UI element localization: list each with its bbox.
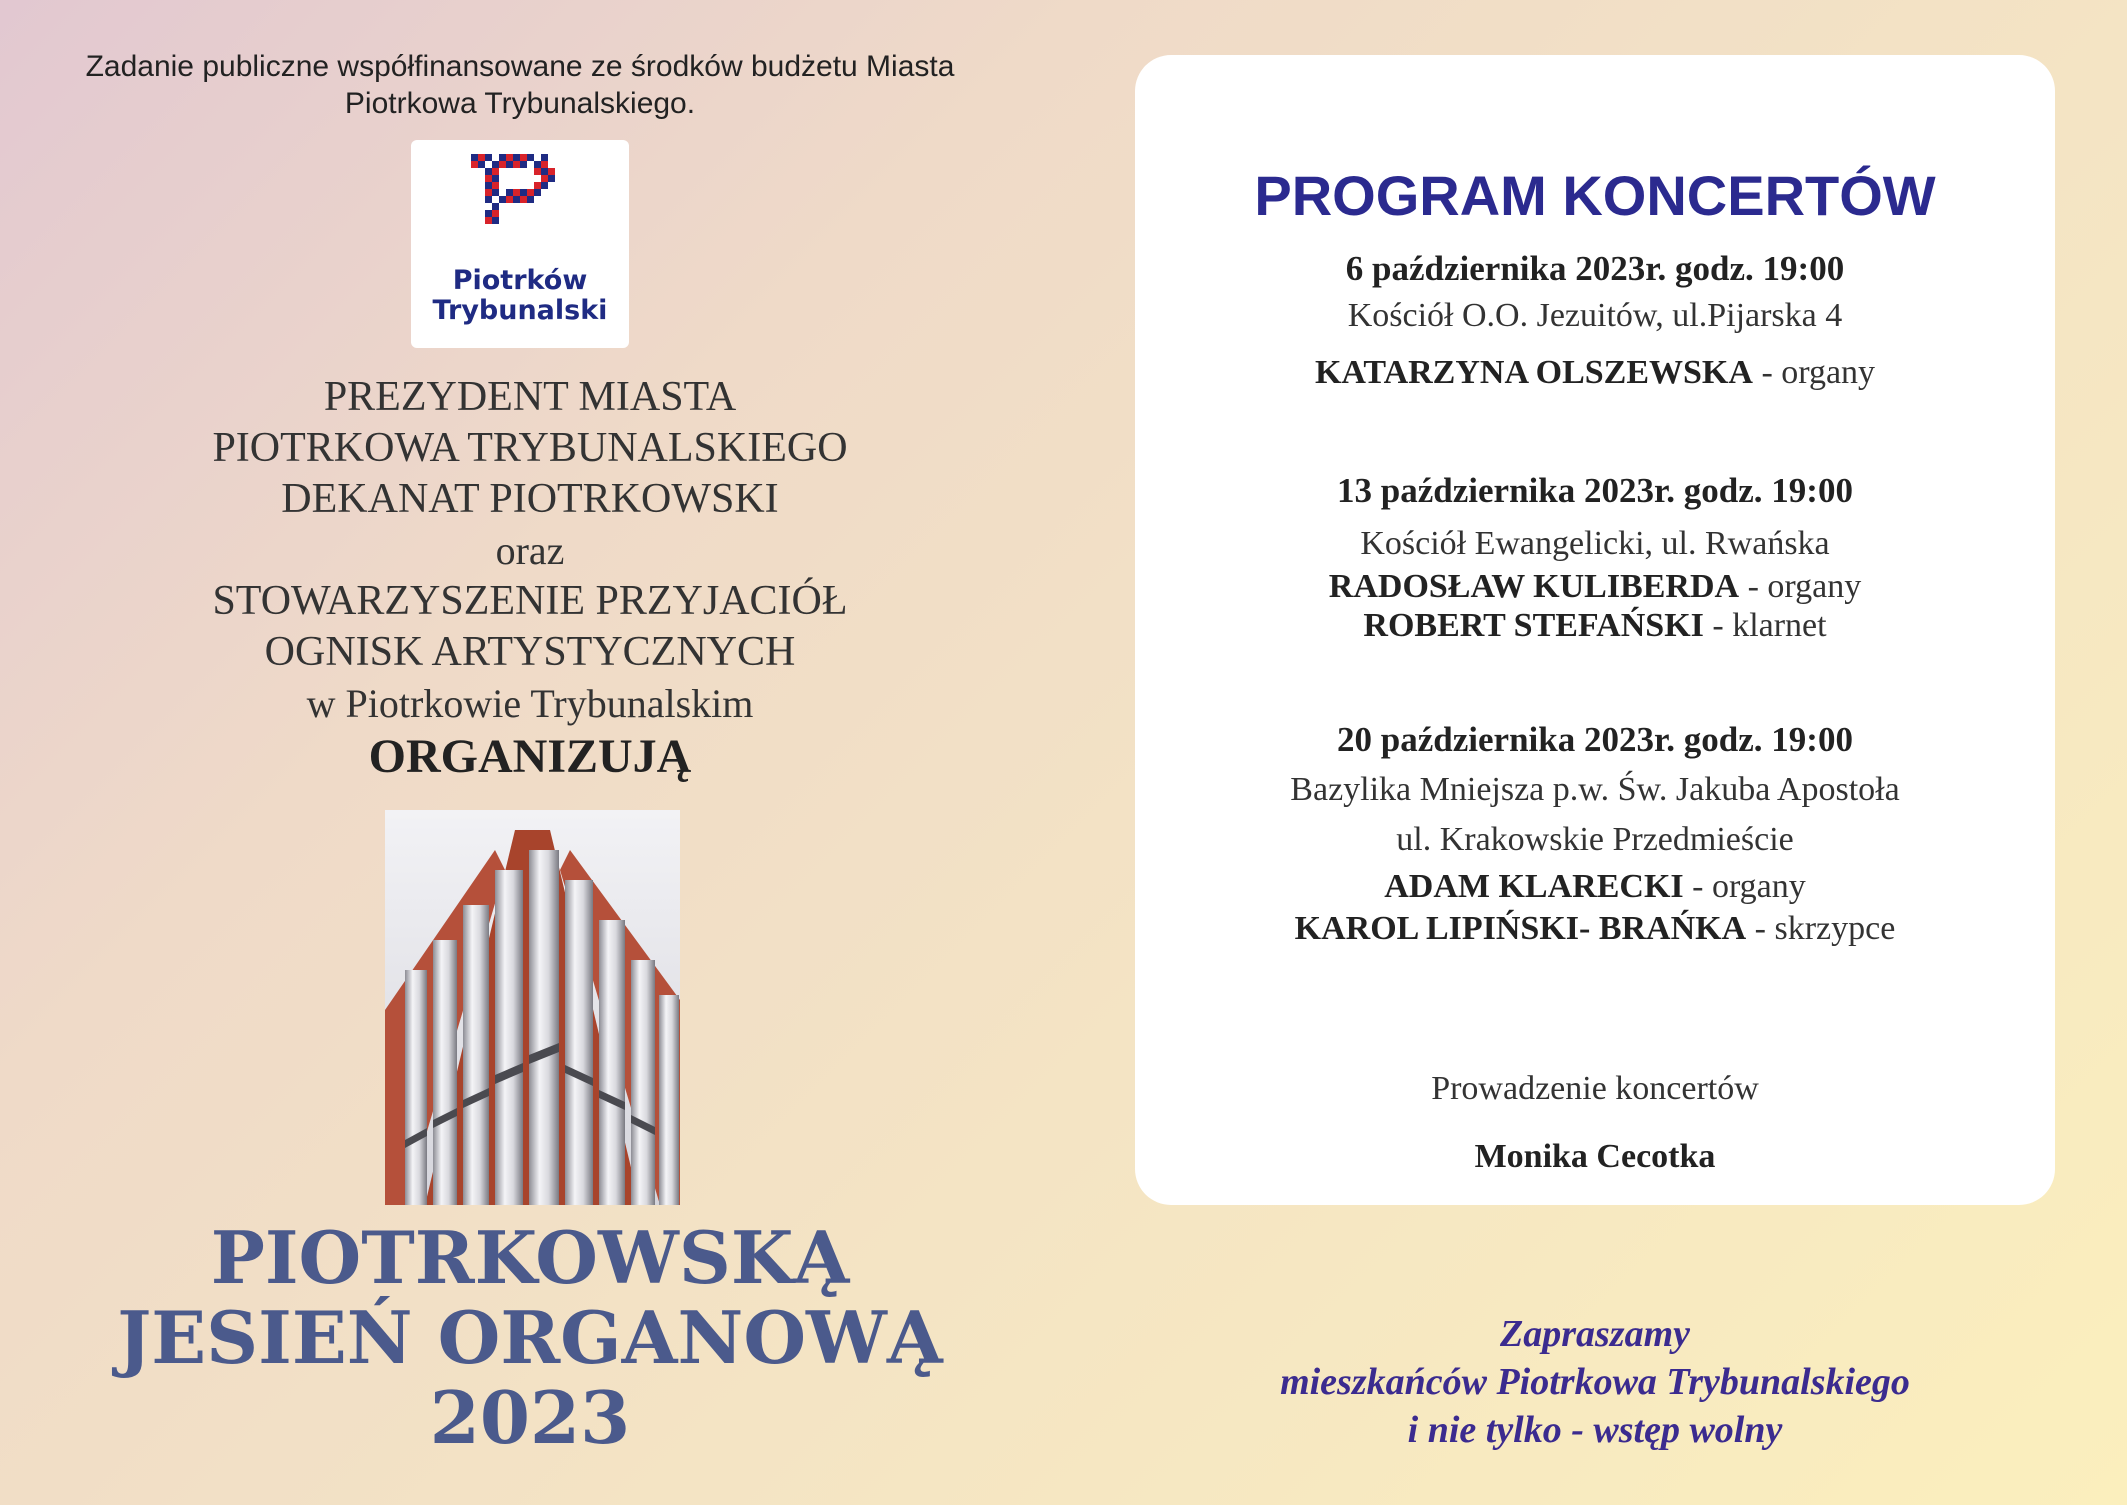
city-logo [411, 140, 629, 348]
organizer-line: DEKANAT PIOTRKOWSKI [281, 476, 779, 522]
performer-name: ADAM KLARECKI [1384, 868, 1684, 905]
festival-title [100, 1215, 960, 1460]
host-name: Monika Cecotka [1474, 1138, 1716, 1175]
program-title: PROGRAM KONCERTÓW [1254, 164, 1936, 227]
event-place: Bazylika Mniejsza p.w. Św. Jakuba Apostoła [1290, 771, 1900, 808]
performer-name: KAROL LIPIŃSKI- BRAŃKA [1294, 910, 1747, 947]
left-panel [0, 0, 1060, 1505]
performer-name: RADOSŁAW KULIBERDA [1328, 568, 1740, 605]
organizer-line: OGNISK ARTYSTYCZNYCH [264, 629, 796, 675]
logo-text-line1: Piotrków [452, 265, 588, 296]
event-performer [1135, 567, 2055, 606]
invitation-line: mieszkańców Piotrkowa Trybunalskiego [1280, 1361, 1910, 1403]
performer-role: - organy [1683, 868, 1806, 905]
organ-pipes-icon [385, 810, 680, 1205]
event-performer [1135, 606, 2055, 645]
organizer-line: PREZYDENT MIASTA [323, 374, 737, 420]
concert-event [1135, 245, 2055, 396]
organizer-line: oraz [495, 528, 565, 573]
event-performer [1135, 909, 2055, 949]
event-performer [1135, 865, 2055, 909]
host-block [1135, 1055, 2055, 1191]
event-date: 13 października 2023r. godz. 19:00 [1337, 471, 1853, 510]
performer-role: - organy [1752, 354, 1876, 391]
performer-role: - organy [1739, 568, 1862, 605]
funding-line: Piotrkowa Trybunalskiego. [344, 87, 696, 120]
performer-role: - skrzypce [1746, 910, 1896, 947]
event-place: Kościół Ewangelicki, ul. Rwańska [1360, 525, 1830, 562]
concert-event [1135, 715, 2055, 949]
performer-name: KATARZYNA OLSZEWSKA [1314, 354, 1753, 391]
event-date: 20 października 2023r. godz. 19:00 [1337, 720, 1853, 759]
logo-text-line2: Trybunalski [432, 295, 608, 326]
organizers-block [120, 372, 940, 785]
invitation-line: Zapraszamy [1500, 1313, 1690, 1355]
event-place: Kościół O.O. Jezuitów, ul.Pijarska 4 [1347, 297, 1843, 334]
event-performer [1135, 349, 2055, 396]
organizer-line: PIOTRKOWA TRYBUNALSKIEGO [212, 425, 848, 471]
festival-title-line: JESIEŃ ORGANOWĄ [117, 1295, 943, 1380]
funding-note [20, 48, 1020, 122]
event-place: ul. Krakowskie Przedmieście [1396, 821, 1794, 858]
invitation-line: i nie tylko - wstęp wolny [1407, 1409, 1783, 1451]
invitation [1135, 1310, 2055, 1454]
program-card [1135, 55, 2055, 1205]
organize-heading: ORGANIZUJĄ [368, 730, 692, 783]
performer-role: - klarnet [1703, 607, 1827, 644]
performer-name: ROBERT STEFAŃSKI [1363, 607, 1704, 644]
organizer-line: STOWARZYSZENIE PRZYJACIÓŁ [212, 578, 848, 624]
host-label: Prowadzenie koncertów [1431, 1070, 1759, 1107]
concert-event [1135, 467, 2055, 645]
funding-line: Zadanie publiczne współfinansowane ze środków budżetu Miasta [85, 50, 955, 83]
organizer-line: w Piotrkowie Trybunalskim [306, 681, 754, 726]
festival-title-year: 2023 [429, 1375, 631, 1460]
event-date: 6 października 2023r. godz. 19:00 [1345, 249, 1845, 288]
organ-pipes-photo [385, 810, 680, 1205]
piotrkow-checkered-p-logo-icon [471, 154, 571, 254]
festival-title-line: PIOTRKOWSKĄ [210, 1215, 850, 1300]
